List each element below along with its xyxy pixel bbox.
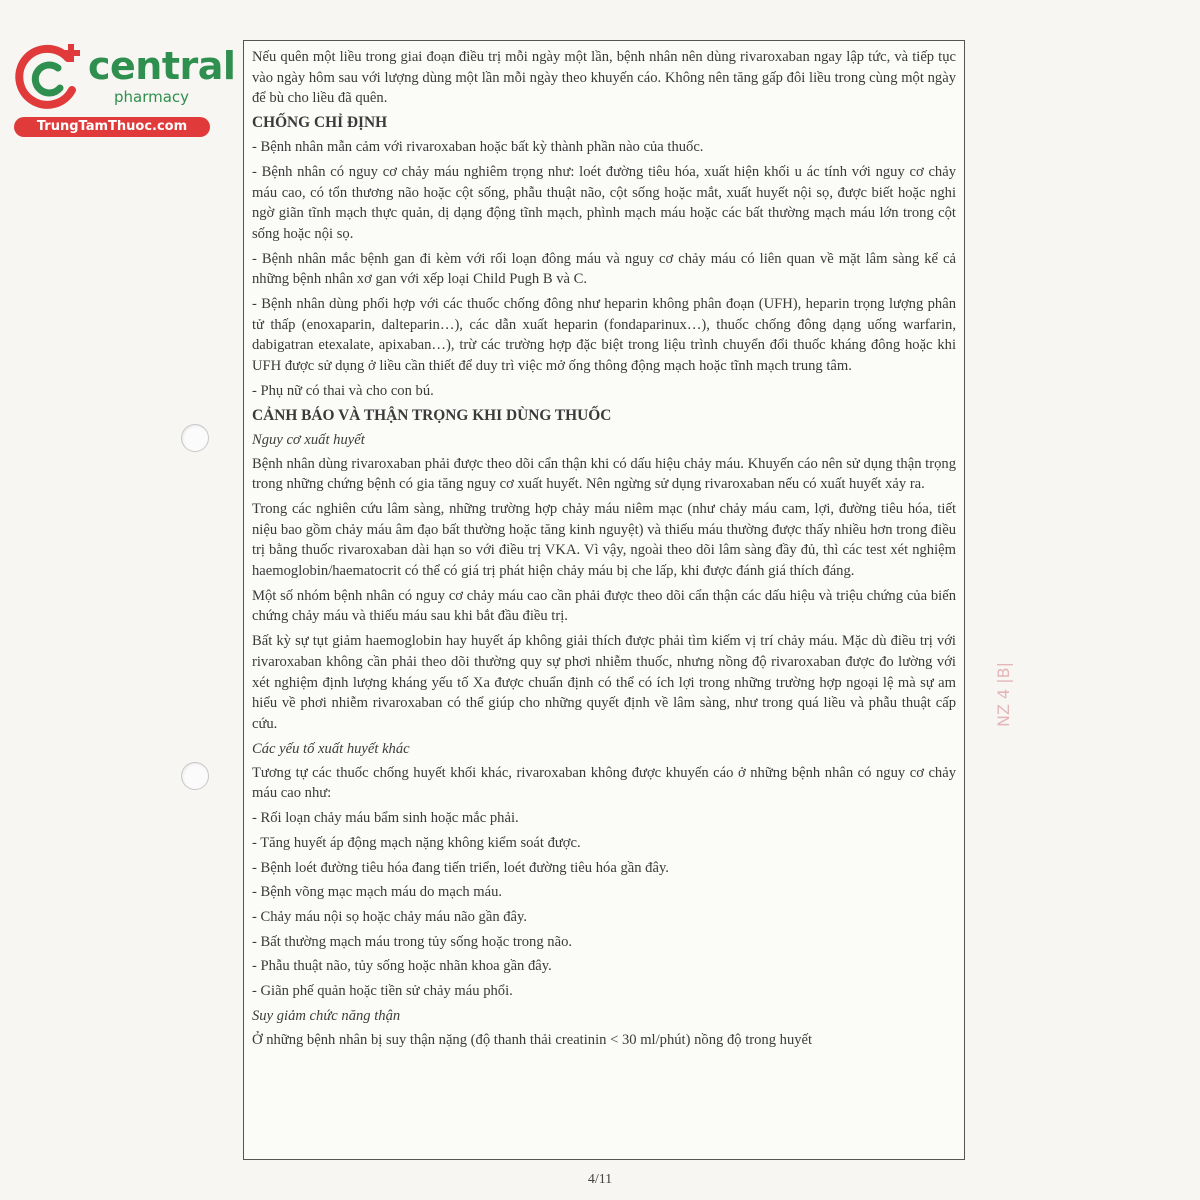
paragraph: - Rối loạn chảy máu bẩm sinh hoặc mắc phải. [252,810,519,827]
logo-subtitle: pharmacy [114,88,190,106]
paragraph: Bệnh nhân dùng rivaroxaban phải được theo dõi cẩn thận khi có dấu hiệu chảy máu. Khuyến cáo nên sử dụng thận trọng trong những chứng bệnh có gia tăng nguy cơ xuất huyết. Nên ngừng sử dụng rivaroxaban nếu có xuất huyết xảy ra. [252,455,956,493]
paragraph: - Tăng huyết áp động mạch nặng không kiểm soát được. [252,834,581,851]
paragraph: Nếu quên một liều trong giai đoạn điều trị mỗi ngày một lần, bệnh nhân nên dùng rivaroxaban ngay lập tức, và tiếp tục vào ngày hôm sau với lượng dùng một lần mỗi ngày theo khuyến cáo. Không nên tăng gấp đôi liều trong cùng một ngày để bù cho liều đã quên. [252,49,956,107]
paragraph: Ở những bệnh nhân bị suy thận nặng (độ thanh thải creatinin < 30 ml/phút) nồng độ trong huyết [252,1031,813,1048]
paragraph: Bất kỳ sự tụt giảm haemoglobin hay huyết áp không giải thích được phải tìm kiếm vị trí chảy máu. Mặc dù điều trị với rivaroxaban không cần phải theo dõi thường quy sự phơi nhiễm thuốc, nhưng nồng độ rivaroxaban được đo lường với xét nghiệm định lượng kháng yếu tố Xa được chuẩn định có thể có ích lợi trong những trường hợp ngoại lệ mà sự am hiểu về phơi nhiễm rivaroxaban có thể giúp cho những quyết định về lâm sàng, như trong quá liều và phẫu thuật cấp cứu. [252,633,956,732]
paragraph: Tương tự các thuốc chống huyết khối khác, rivaroxaban không được khuyến cáo ở những bệnh nhân có nguy cơ chảy máu cao như: [252,764,956,802]
binder-hole-top [181,424,209,452]
logo-name: central [88,44,236,88]
paragraph: - Bệnh loét đường tiêu hóa đang tiến triển, loét đường tiêu hóa gần đây. [252,859,669,876]
paragraph: - Bất thường mạch máu trong tủy sống hoặc trong não. [252,933,573,950]
binder-hole-bottom [181,762,209,790]
paragraph: - Phụ nữ có thai và cho con bú. [252,382,434,399]
paragraph: Trong các nghiên cứu lâm sàng, những trường hợp chảy máu niêm mạc (như chảy máu cam, lợi, đường tiêu hóa, tiết niệu bao gồm chảy máu âm đạo bất thường hoặc tăng kinh nguyệt) và thiếu máu thường được thấy nhiều hơn trong điều trị bằng thuốc rivaroxaban dài hạn so với điều trị VKA. Vì vậy, ngoài theo dõi lâm sàng đầy đủ, thì các test xét nghiệm haemoglobin/haematocrit có thể có giá trị phát hiện chảy máu bị che lấp, khi được đánh giá thích đáng. [252,500,956,580]
subsection-heading: Suy giảm chức năng thận [252,1007,401,1024]
paragraph: - Bệnh nhân dùng phối hợp với các thuốc chống đông như heparin không phân đoạn (UFH), heparin trọng lượng phân tử thấp (enoxaparin, dalteparin…), các dẫn xuất heparin (fondaparinux…), thuốc chống đông dạng uống warfarin, dabigatran etexalate, apixaban…), trừ các trường hợp đặc biệt trong liệu trình chuyển đổi thuốc kháng đông hoặc khi UFH được sử dụng ở liều cần thiết để duy trì việc mở ống thông động mạch hoặc tĩnh mạch trung tâm. [252,296,956,375]
paragraph: - Bệnh nhân mẫn cảm với rivaroxaban hoặc bất kỳ thành phần nào của thuốc. [252,139,704,156]
paragraph: - Bệnh nhân mắc bệnh gan đi kèm với rối loạn đông máu và nguy cơ chảy máu có liên quan về mặt lâm sàng kể cả những bệnh nhân xơ gan với xếp loại Child Pugh B và C. [252,250,956,288]
side-stamp: NZ 4 |B| [994,661,1013,727]
paragraph: - Giãn phế quản hoặc tiền sử chảy máu phổi. [252,983,513,1000]
paragraph: - Bệnh võng mạc mạch máu do mạch máu. [252,884,503,901]
section-heading: CẢNH BÁO VÀ THẬN TRỌNG KHI DÙNG THUỐC [252,406,612,424]
paragraph: - Bệnh nhân có nguy cơ chảy máu nghiêm trọng như: loét đường tiêu hóa, xuất hiện khối u ác tính với nguy cơ chảy máu cao, có tổn thương não hoặc cột sống, phẫu thuật não, cột sống hoặc mắt, xuất huyết nội sọ, được biết hoặc nghi ngờ giãn tĩnh mạch thực quản, dị dạng động tĩnh mạch, phình mạch máu hoặc các bất thường mạch máu lớn trong cột sống hoặc nội sọ. [252,163,956,242]
page-number: 4/11 [587,1172,613,1187]
section-heading: CHỐNG CHỈ ĐỊNH [252,114,388,132]
subsection-heading: Các yếu tố xuất huyết khác [252,740,410,757]
document-frame [243,40,965,1160]
paragraph: - Phẫu thuật não, tủy sống hoặc nhãn khoa gần đây. [252,958,552,975]
paragraph: - Chảy máu nội sọ hoặc chảy máu não gần đây. [252,908,528,925]
subsection-heading: Nguy cơ xuất huyết [252,431,365,448]
logo-mark-icon [10,38,90,118]
paragraph: Một số nhóm bệnh nhân có nguy cơ chảy máu cao cần phải được theo dõi cẩn thận các dấu hiệu và triệu chứng của biến chứng chảy máu và thiếu máu sau khi bắt đầu điều trị. [252,587,956,625]
logo-url-badge[interactable]: TrungTamThuoc.com [14,117,210,137]
